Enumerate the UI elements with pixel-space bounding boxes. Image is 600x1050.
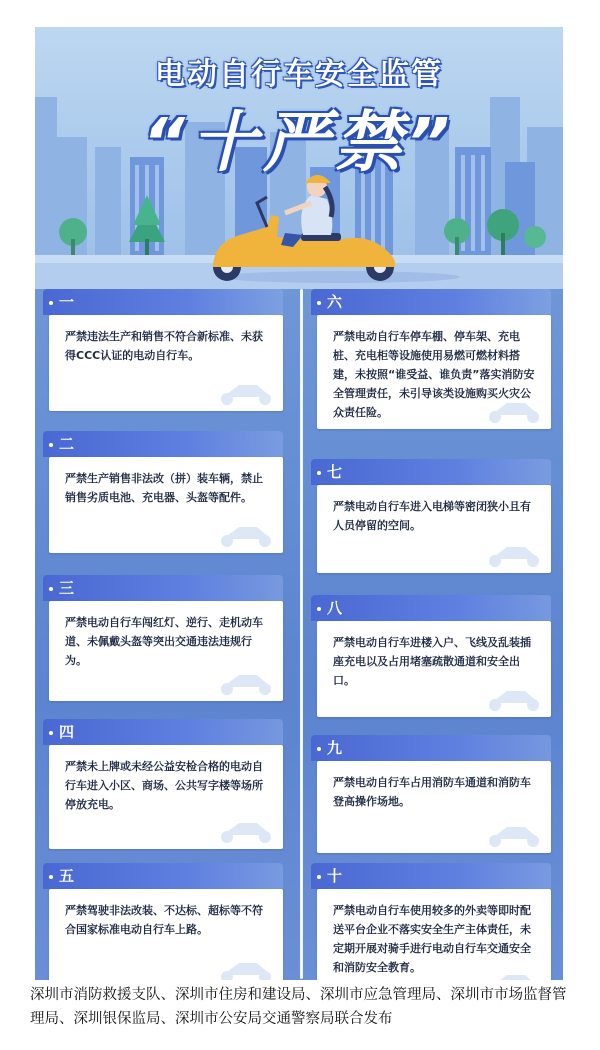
rule-number-tab <box>43 575 283 601</box>
bullet-dot-icon <box>49 301 53 305</box>
rule-number-tab <box>43 431 283 457</box>
poster-title: 电动自行车安全监管 <box>155 57 443 92</box>
poster-subtitle: “十严禁” <box>142 104 456 181</box>
rule-number: 十 <box>327 867 343 885</box>
bullet-dot-icon <box>317 301 321 305</box>
hero-illustration <box>35 27 563 289</box>
rule-number: 五 <box>59 867 75 885</box>
rule-number-tab <box>43 289 283 315</box>
rule-number: 一 <box>59 293 75 311</box>
rule-text: 严禁驾驶非法改装、不达标、超标等不符合国家标准电动自行车上路。 <box>65 904 263 936</box>
scooter-watermark-icon <box>217 809 277 845</box>
scooter-watermark-icon <box>485 813 545 849</box>
scooter-watermark-icon <box>485 961 545 980</box>
bullet-dot-icon <box>49 875 53 879</box>
column-divider <box>300 289 303 979</box>
rule-text: 严禁生产销售非法改（拼）装车辆，禁止销售劣质电池、充电器、头盔等配件。 <box>65 472 263 504</box>
rule-text-box <box>49 601 283 701</box>
scooter-watermark-icon <box>217 949 277 980</box>
scooter-watermark-icon <box>485 677 545 713</box>
rule-text: 严禁电动自行车占用消防车通道和消防车登高操作场地。 <box>333 776 531 808</box>
scooter-watermark-icon <box>217 661 277 697</box>
rule-text-box <box>317 761 551 853</box>
rule-text: 严禁未上牌或未经公益安检合格的电动自行车进入小区、商场、公共写字楼等场所停放充电。 <box>65 760 263 811</box>
rule-text: 严禁电动自行车使用较多的外卖等即时配送平台企业不落实安全生产主体责任，未定期开展对骑手进行电动自行车交通安全和消防安全教育。 <box>333 904 531 974</box>
scooter-watermark-icon <box>485 533 545 569</box>
scooter-watermark-icon <box>217 513 277 549</box>
rule-text-box <box>317 315 551 429</box>
rule-text: 严禁电动自行车停车棚、停车架、充电桩、充电柜等设施使用易燃可燃材料搭建，未按照“谁受益、谁负责”落实消防安全管理责任，未引导该类设施购买火灾公众责任险。 <box>333 330 535 419</box>
rule-text-box <box>49 457 283 553</box>
bullet-dot-icon <box>317 471 321 475</box>
rule-number-tab <box>311 289 551 315</box>
rule-text: 严禁电动自行车闯红灯、逆行、走机动车道、未佩戴头盔等突出交通违法违规行为。 <box>65 616 263 667</box>
scooter-watermark-icon <box>217 371 277 407</box>
rule-text-box <box>317 889 551 980</box>
bullet-dot-icon <box>49 587 53 591</box>
bullet-dot-icon <box>317 607 321 611</box>
rule-number: 七 <box>327 463 343 481</box>
rule-text-box <box>49 745 283 849</box>
rule-number-tab <box>311 595 551 621</box>
bullet-dot-icon <box>49 443 53 447</box>
rule-number: 三 <box>59 579 75 597</box>
rule-text-box <box>317 621 551 717</box>
scooter-watermark-icon <box>485 389 545 425</box>
bullet-dot-icon <box>317 875 321 879</box>
rule-number: 四 <box>59 723 75 741</box>
rule-number-tab <box>311 863 551 889</box>
rule-number: 二 <box>59 435 75 453</box>
poster <box>35 27 563 980</box>
rule-text: 严禁电动自行车进楼入户、飞线及乱装插座充电以及占用堵塞疏散通道和安全出口。 <box>333 636 531 687</box>
rule-number-tab <box>311 735 551 761</box>
rule-number: 八 <box>327 599 343 617</box>
rule-number-tab <box>43 863 283 889</box>
rule-text-box <box>49 315 283 411</box>
rule-text-box <box>317 485 551 573</box>
rule-text: 严禁违法生产和销售不符合新标准、未获得CCC认证的电动自行车。 <box>65 330 263 362</box>
rule-number: 九 <box>327 739 343 757</box>
rule-number-tab <box>311 459 551 485</box>
publisher-footer: 深圳市消防救援支队、深圳市住房和建设局、深圳市应急管理局、深圳市市场监督管理局、深圳银保监局、深圳市公安局交通警察局联合发布 <box>30 987 567 1027</box>
bullet-dot-icon <box>49 731 53 735</box>
rule-number: 六 <box>327 293 343 311</box>
rule-text: 严禁电动自行车进入电梯等密闭狭小且有人员停留的空间。 <box>333 500 531 532</box>
bullet-dot-icon <box>317 747 321 751</box>
rule-text-box <box>49 889 283 980</box>
rule-number-tab <box>43 719 283 745</box>
